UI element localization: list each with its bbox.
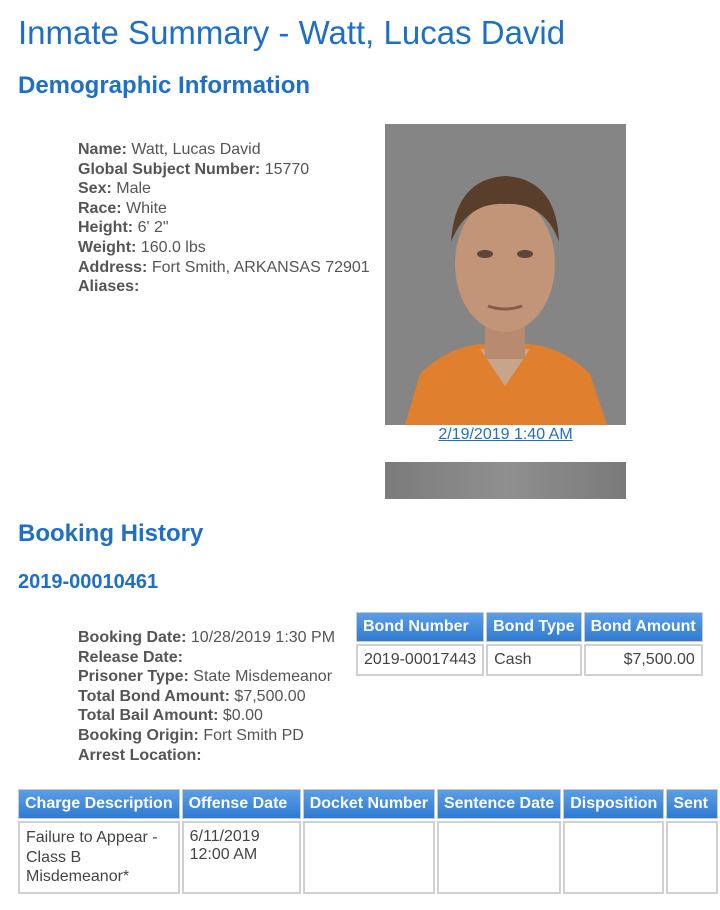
field-address: Address: Fort Smith, ARKANSAS 72901 bbox=[78, 258, 370, 276]
docket-number-header: Docket Number bbox=[303, 789, 435, 819]
field-sex: Sex: Male bbox=[78, 180, 151, 198]
charges-table-header-row bbox=[18, 789, 718, 819]
table-row bbox=[356, 644, 703, 676]
demographic-section-heading: Demographic Information bbox=[18, 72, 311, 99]
sentence-cell bbox=[666, 821, 718, 894]
mugshot-illustration bbox=[385, 124, 626, 425]
field-booking-origin: Booking Origin: Fort Smith PD bbox=[78, 726, 304, 744]
field-release-date: Release Date: bbox=[78, 648, 183, 666]
booking-number-heading: 2019-00010461 bbox=[18, 571, 159, 593]
field-race: Race: White bbox=[78, 199, 167, 217]
demographic-fields bbox=[78, 140, 370, 297]
charge-description-header: Charge Description bbox=[18, 789, 180, 819]
bond-number-cell: 2019-00017443 bbox=[356, 644, 484, 676]
field-aliases: Aliases: bbox=[78, 278, 140, 296]
field-name: Name: Watt, Lucas David bbox=[78, 141, 261, 158]
docket-number-cell bbox=[303, 821, 435, 894]
bond-table bbox=[354, 610, 705, 678]
field-weight: Weight: 160.0 lbs bbox=[78, 238, 206, 256]
bond-type-cell: Cash bbox=[486, 644, 581, 676]
charge-description-cell: Failure to Appear - Class B Misdemeanor* bbox=[18, 821, 180, 894]
mugshot-photo[interactable] bbox=[385, 124, 626, 425]
photo-date-link[interactable]: 2/19/2019 1:40 AM bbox=[438, 426, 573, 443]
sentence-date-header: Sentence Date bbox=[437, 789, 561, 819]
disposition-header: Disposition bbox=[563, 789, 664, 819]
page-title: Inmate Summary - Watt, Lucas David bbox=[18, 14, 566, 51]
bond-number-header: Bond Number bbox=[356, 612, 484, 642]
field-global-subject-number: Global Subject Number: 15770 bbox=[78, 160, 310, 178]
booking-history-heading: Booking History bbox=[18, 520, 204, 547]
field-total-bond-amount: Total Bond Amount: $7,500.00 bbox=[78, 687, 306, 705]
charges-table bbox=[16, 787, 720, 896]
sentence-header: Sent bbox=[666, 789, 718, 819]
offense-date-header: Offense Date bbox=[182, 789, 301, 819]
field-height: Height: 6' 2" bbox=[78, 219, 169, 237]
disposition-cell bbox=[563, 821, 664, 894]
bond-type-header: Bond Type bbox=[486, 612, 581, 642]
field-booking-date: Booking Date: 10/28/2019 1:30 PM bbox=[78, 629, 336, 646]
booking-fields bbox=[78, 628, 335, 765]
bond-table-header-row bbox=[356, 612, 703, 642]
field-total-bail-amount: Total Bail Amount: $0.00 bbox=[78, 707, 263, 725]
offense-date-cell: 6/11/2019 12:00 AM bbox=[182, 821, 301, 894]
bond-amount-header: Bond Amount bbox=[584, 612, 703, 642]
field-prisoner-type: Prisoner Type: State Misdemeanor bbox=[78, 668, 333, 686]
secondary-photo-thumbnail[interactable] bbox=[385, 462, 626, 499]
sentence-date-cell bbox=[437, 821, 561, 894]
bond-amount-cell: $7,500.00 bbox=[584, 644, 703, 676]
table-row bbox=[18, 821, 718, 894]
field-arrest-location: Arrest Location: bbox=[78, 746, 202, 764]
